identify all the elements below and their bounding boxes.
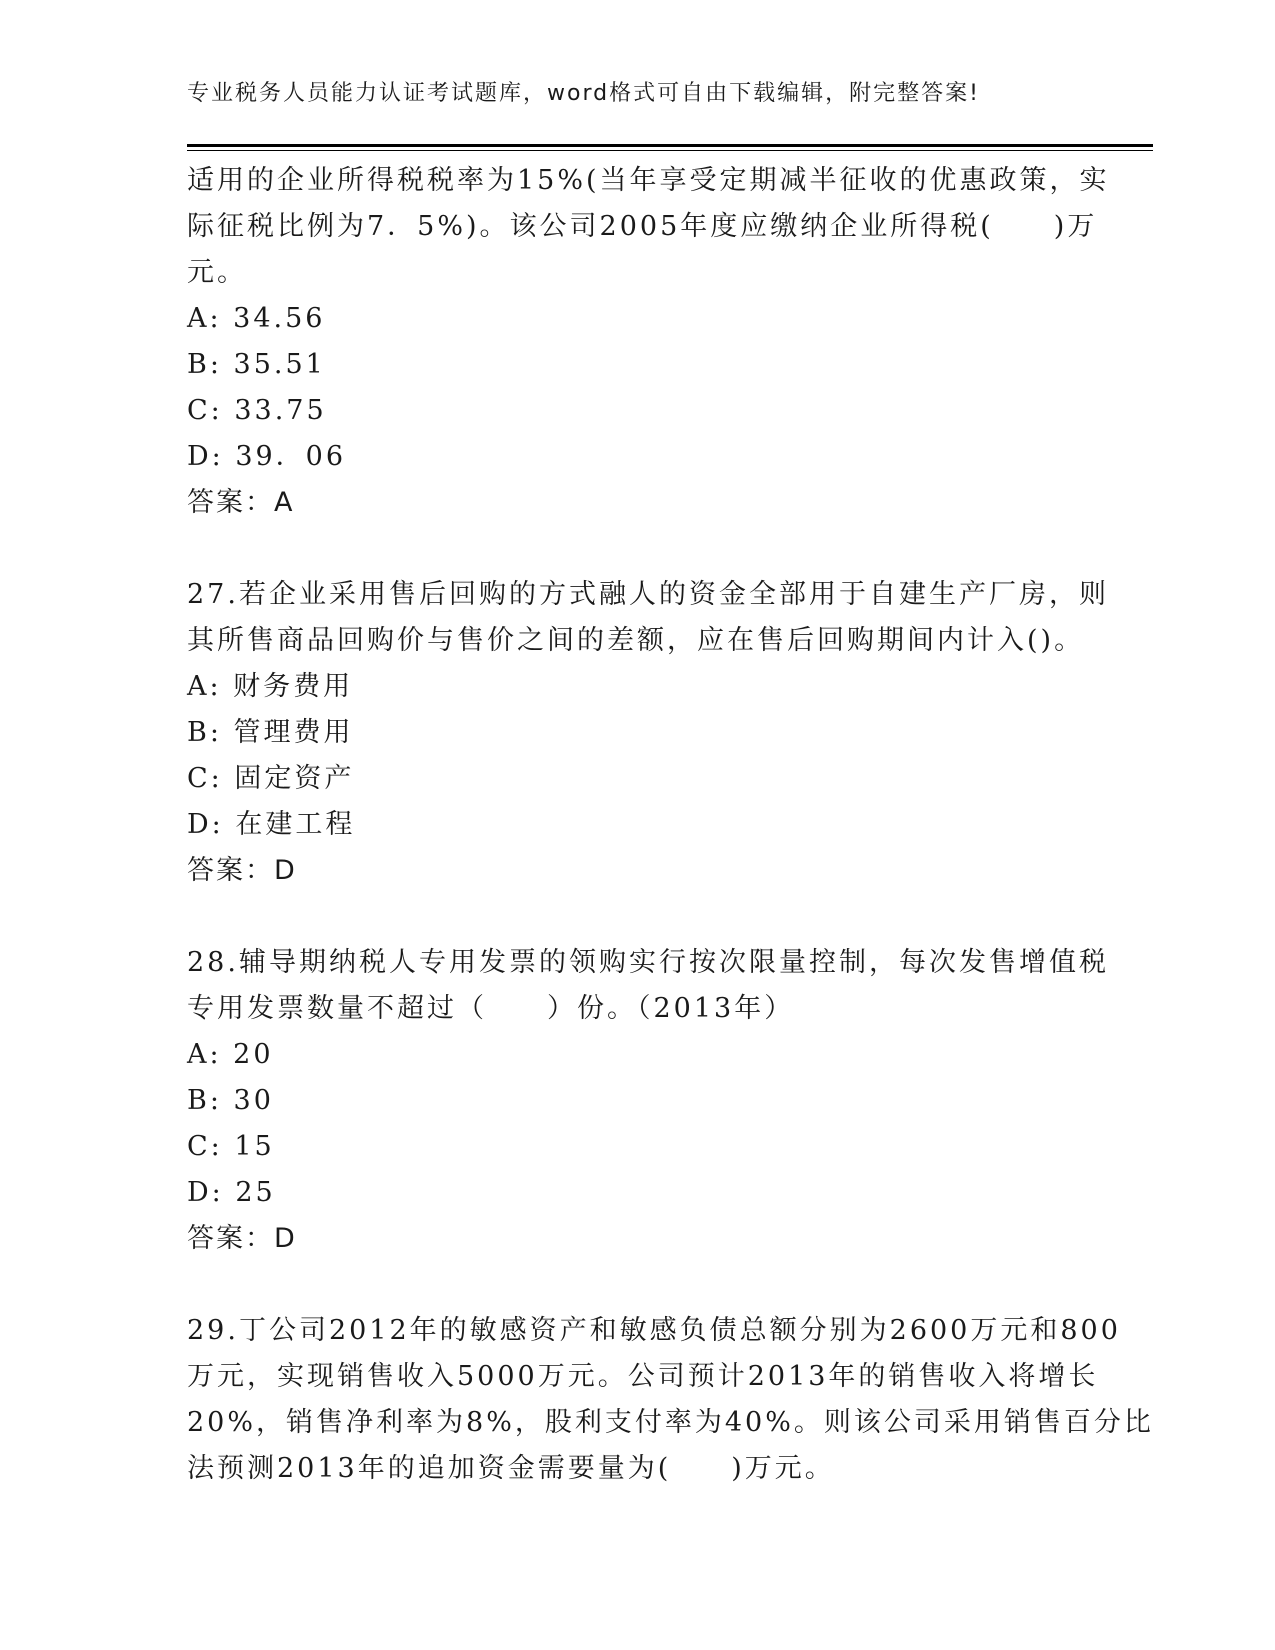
question-stem-line: 29.丁公司2012年的敏感资产和敏感负债总额分别为2600万元和800	[187, 1315, 1121, 1346]
question-stem-line: 法预测2013年的追加资金需要量为( )万元。	[187, 1453, 835, 1484]
answer-line: 答案：A	[187, 487, 295, 518]
option-b: B: 管理费用	[187, 717, 354, 748]
spacer	[187, 894, 1087, 940]
option-c: C: 33.75	[187, 395, 327, 426]
header-rule-thick	[187, 144, 1153, 147]
question-stem-line: 其所售商品回购价与售价之间的差额，应在售后回购期间内计入()。	[187, 625, 1085, 656]
question-block	[187, 940, 1109, 1262]
page-header: 专业税务人员能力认证考试题库，word格式可自由下载编辑，附完整答案!	[187, 81, 980, 106]
question-stem-line: 适用的企业所得税税率为15%(当年享受定期减半征收的优惠政策，实	[187, 165, 1110, 196]
spacer	[187, 526, 1087, 572]
answer-line: 答案：D	[187, 855, 297, 886]
answer-line: 答案：D	[187, 1223, 297, 1254]
question-stem-line: 20%，销售净利率为8%，股利支付率为40%。则该公司采用销售百分比	[187, 1407, 1154, 1438]
option-b: B: 35.51	[187, 349, 326, 380]
header-rule-thin	[187, 150, 1153, 151]
question-block	[187, 158, 1110, 526]
option-d: D: 39．06	[187, 441, 347, 472]
document-body	[187, 158, 1154, 1492]
question-stem-line: 28.辅导期纳税人专用发票的领购实行按次限量控制，每次发售增值税	[187, 947, 1109, 978]
option-b: B: 30	[187, 1085, 274, 1116]
question-block	[187, 1308, 1154, 1492]
question-stem-line: 专用发票数量不超过（ ）份。（2013年）	[187, 993, 795, 1024]
question-stem-line: 27.若企业采用售后回购的方式融人的资金全部用于自建生产厂房，则	[187, 579, 1109, 610]
option-d: D: 25	[187, 1177, 276, 1208]
option-a: A: 20	[187, 1039, 274, 1070]
option-a: A: 财务费用	[187, 671, 354, 702]
option-c: C: 15	[187, 1131, 275, 1162]
option-c: C: 固定资产	[187, 763, 355, 794]
question-stem-line: 万元，实现销售收入5000万元。公司预计2013年的销售收入将增长	[187, 1361, 1099, 1392]
option-d: D: 在建工程	[187, 809, 356, 840]
question-stem-line: 际征税比例为7．5%)。该公司2005年度应缴纳企业所得税( )万	[187, 211, 1098, 242]
option-a: A: 34.56	[187, 303, 326, 334]
question-block	[187, 572, 1109, 894]
question-stem-line: 元。	[187, 257, 247, 288]
spacer	[187, 1262, 1087, 1308]
